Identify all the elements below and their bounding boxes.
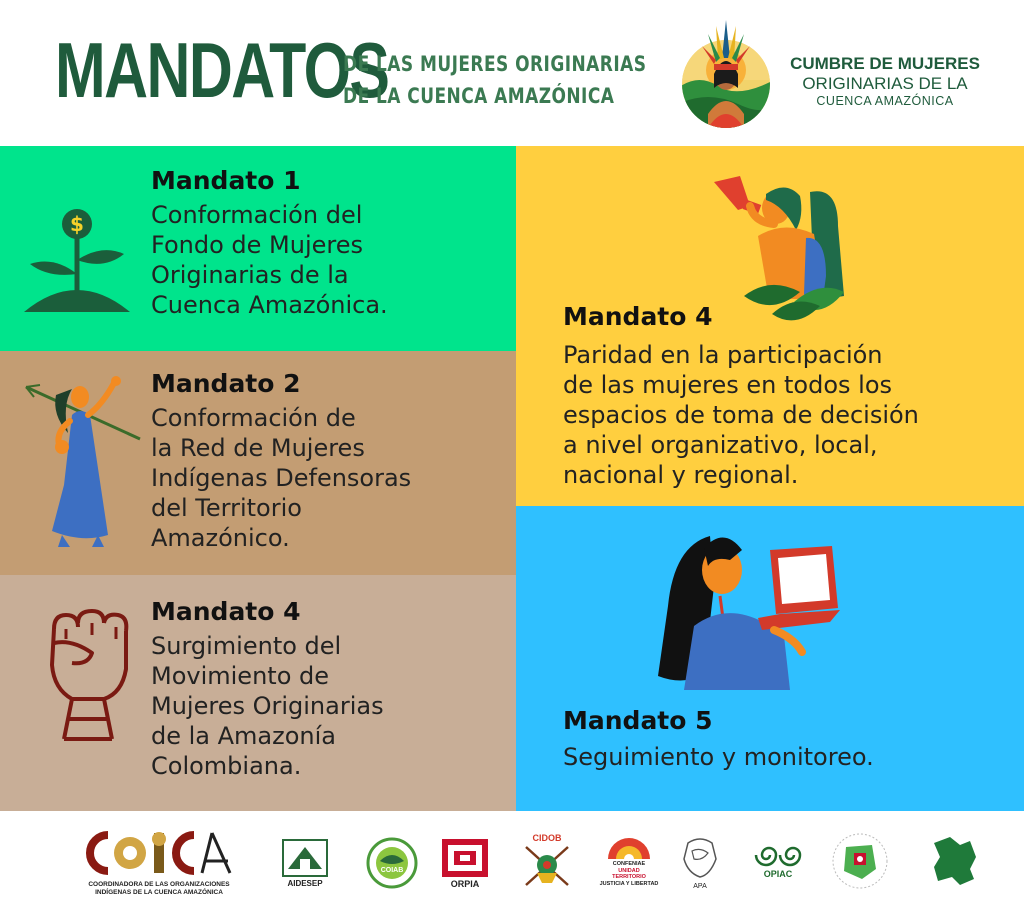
coica-caption-line1: COORDINADORA DE LAS ORGANIZACIONES	[88, 881, 230, 888]
page-subtitle-line1: DE LAS MUJERES ORIGINARIAS	[343, 52, 647, 76]
map-shape-logo	[930, 835, 980, 887]
mandate-4-line: a nivel organizativo, local,	[563, 431, 878, 459]
svg-text:$: $	[70, 212, 84, 236]
mandate-1-line: Conformación del	[151, 201, 363, 229]
mandate-2-line: la Red de Mujeres	[151, 434, 365, 462]
mandate-1-title: Mandato 1	[151, 166, 301, 195]
coiab-logo	[366, 837, 418, 889]
mandate-4-panel	[516, 146, 1024, 506]
apa-label: APA	[693, 883, 707, 890]
women-horn-icon	[714, 176, 864, 326]
raised-fist-icon	[42, 609, 132, 743]
mandate-3-line: Colombiana.	[151, 752, 302, 780]
mandate-5-title: Mandato 5	[563, 706, 713, 735]
coiab-label: COIAB	[380, 867, 404, 874]
mandate-2-line: del Territorio	[151, 494, 302, 522]
mandate-1-panel	[0, 146, 516, 351]
mandate-3-title: Mandato 4	[151, 597, 301, 626]
coica-logo	[84, 829, 234, 877]
confeniae-line2: UNIDAD	[618, 867, 640, 874]
aidesep-label: AIDESEP	[287, 879, 323, 888]
money-plant-icon	[24, 208, 130, 314]
opiac-label: OPIAC	[763, 869, 793, 879]
mandate-1-line: Cuenca Amazónica.	[151, 291, 388, 319]
mandate-3-text	[151, 631, 384, 781]
mandate-3-line: de la Amazonía	[151, 722, 337, 750]
coica-caption-line2: INDÍGENAS DE LA CUENCA AMAZÓNICA	[95, 889, 223, 896]
mandate-3-line: Surgimiento del	[151, 632, 342, 660]
cidob-label: CIDOB	[532, 833, 562, 843]
mandate-2-line: Conformación de	[151, 404, 356, 432]
confeniae-line4: JUSTICIA Y LIBERTAD	[599, 880, 659, 887]
mandate-5-line: Seguimiento y monitoreo.	[563, 743, 874, 771]
footer-logos	[0, 811, 1024, 909]
mandate-2-line: Amazónico.	[151, 524, 290, 552]
mandate-2-text	[151, 403, 411, 553]
coica-caption	[84, 881, 234, 897]
mandate-4-line: espacios de toma de decisión	[563, 401, 919, 429]
woman-defender-icon	[22, 375, 144, 555]
mandate-4-line: nacional y regional.	[563, 461, 799, 489]
mandate-4-title: Mandato 4	[563, 302, 713, 331]
organization-seal-logo	[832, 833, 888, 889]
mandate-2-line: Indígenas Defensoras	[151, 464, 412, 492]
mandate-4-line: Paridad en la participación	[563, 341, 883, 369]
woman-laptop-icon	[654, 526, 840, 696]
brand-line1: CUMBRE DE MUJERES	[790, 54, 980, 73]
confeniae-line1: CONFENIAE	[612, 861, 646, 867]
confeniae-logo	[602, 837, 656, 861]
mandate-3-line: Mujeres Originarias	[151, 692, 384, 720]
confeniae-caption	[596, 861, 662, 887]
orpia-logo	[442, 839, 488, 877]
mandate-1-line: Fondo de Mujeres	[151, 231, 363, 259]
brand-line3: CUENCA AMAZÓNICA	[816, 94, 954, 108]
mandate-1-text	[151, 200, 388, 320]
mandate-1-line: Originarias de la	[151, 261, 349, 289]
orpia-label: ORPIA	[450, 879, 480, 889]
mandate-2-panel	[0, 351, 516, 575]
apa-logo	[680, 835, 720, 881]
page-subtitle-line2: DE LA CUENCA AMAZÓNICA	[343, 84, 615, 108]
mandate-5-panel	[516, 506, 1024, 811]
mandate-3-line: Movimiento de	[151, 662, 330, 690]
confeniae-line3: TERRITORIO	[612, 874, 646, 880]
mandate-5-text	[563, 742, 874, 772]
mandate-2-title: Mandato 2	[151, 369, 301, 398]
cidob-logo	[522, 843, 572, 889]
brand-line2: ORIGINARIAS DE LA	[802, 74, 968, 93]
page-title: MANDATOS	[55, 26, 389, 114]
mandate-4-text	[563, 340, 919, 490]
header	[0, 0, 1024, 146]
aidesep-logo	[282, 839, 328, 877]
mandate-3-panel	[0, 575, 516, 811]
opiac-logo	[752, 841, 804, 869]
summit-emblem-icon	[678, 18, 774, 132]
mandate-4-line: de las mujeres en todos los	[563, 371, 893, 399]
